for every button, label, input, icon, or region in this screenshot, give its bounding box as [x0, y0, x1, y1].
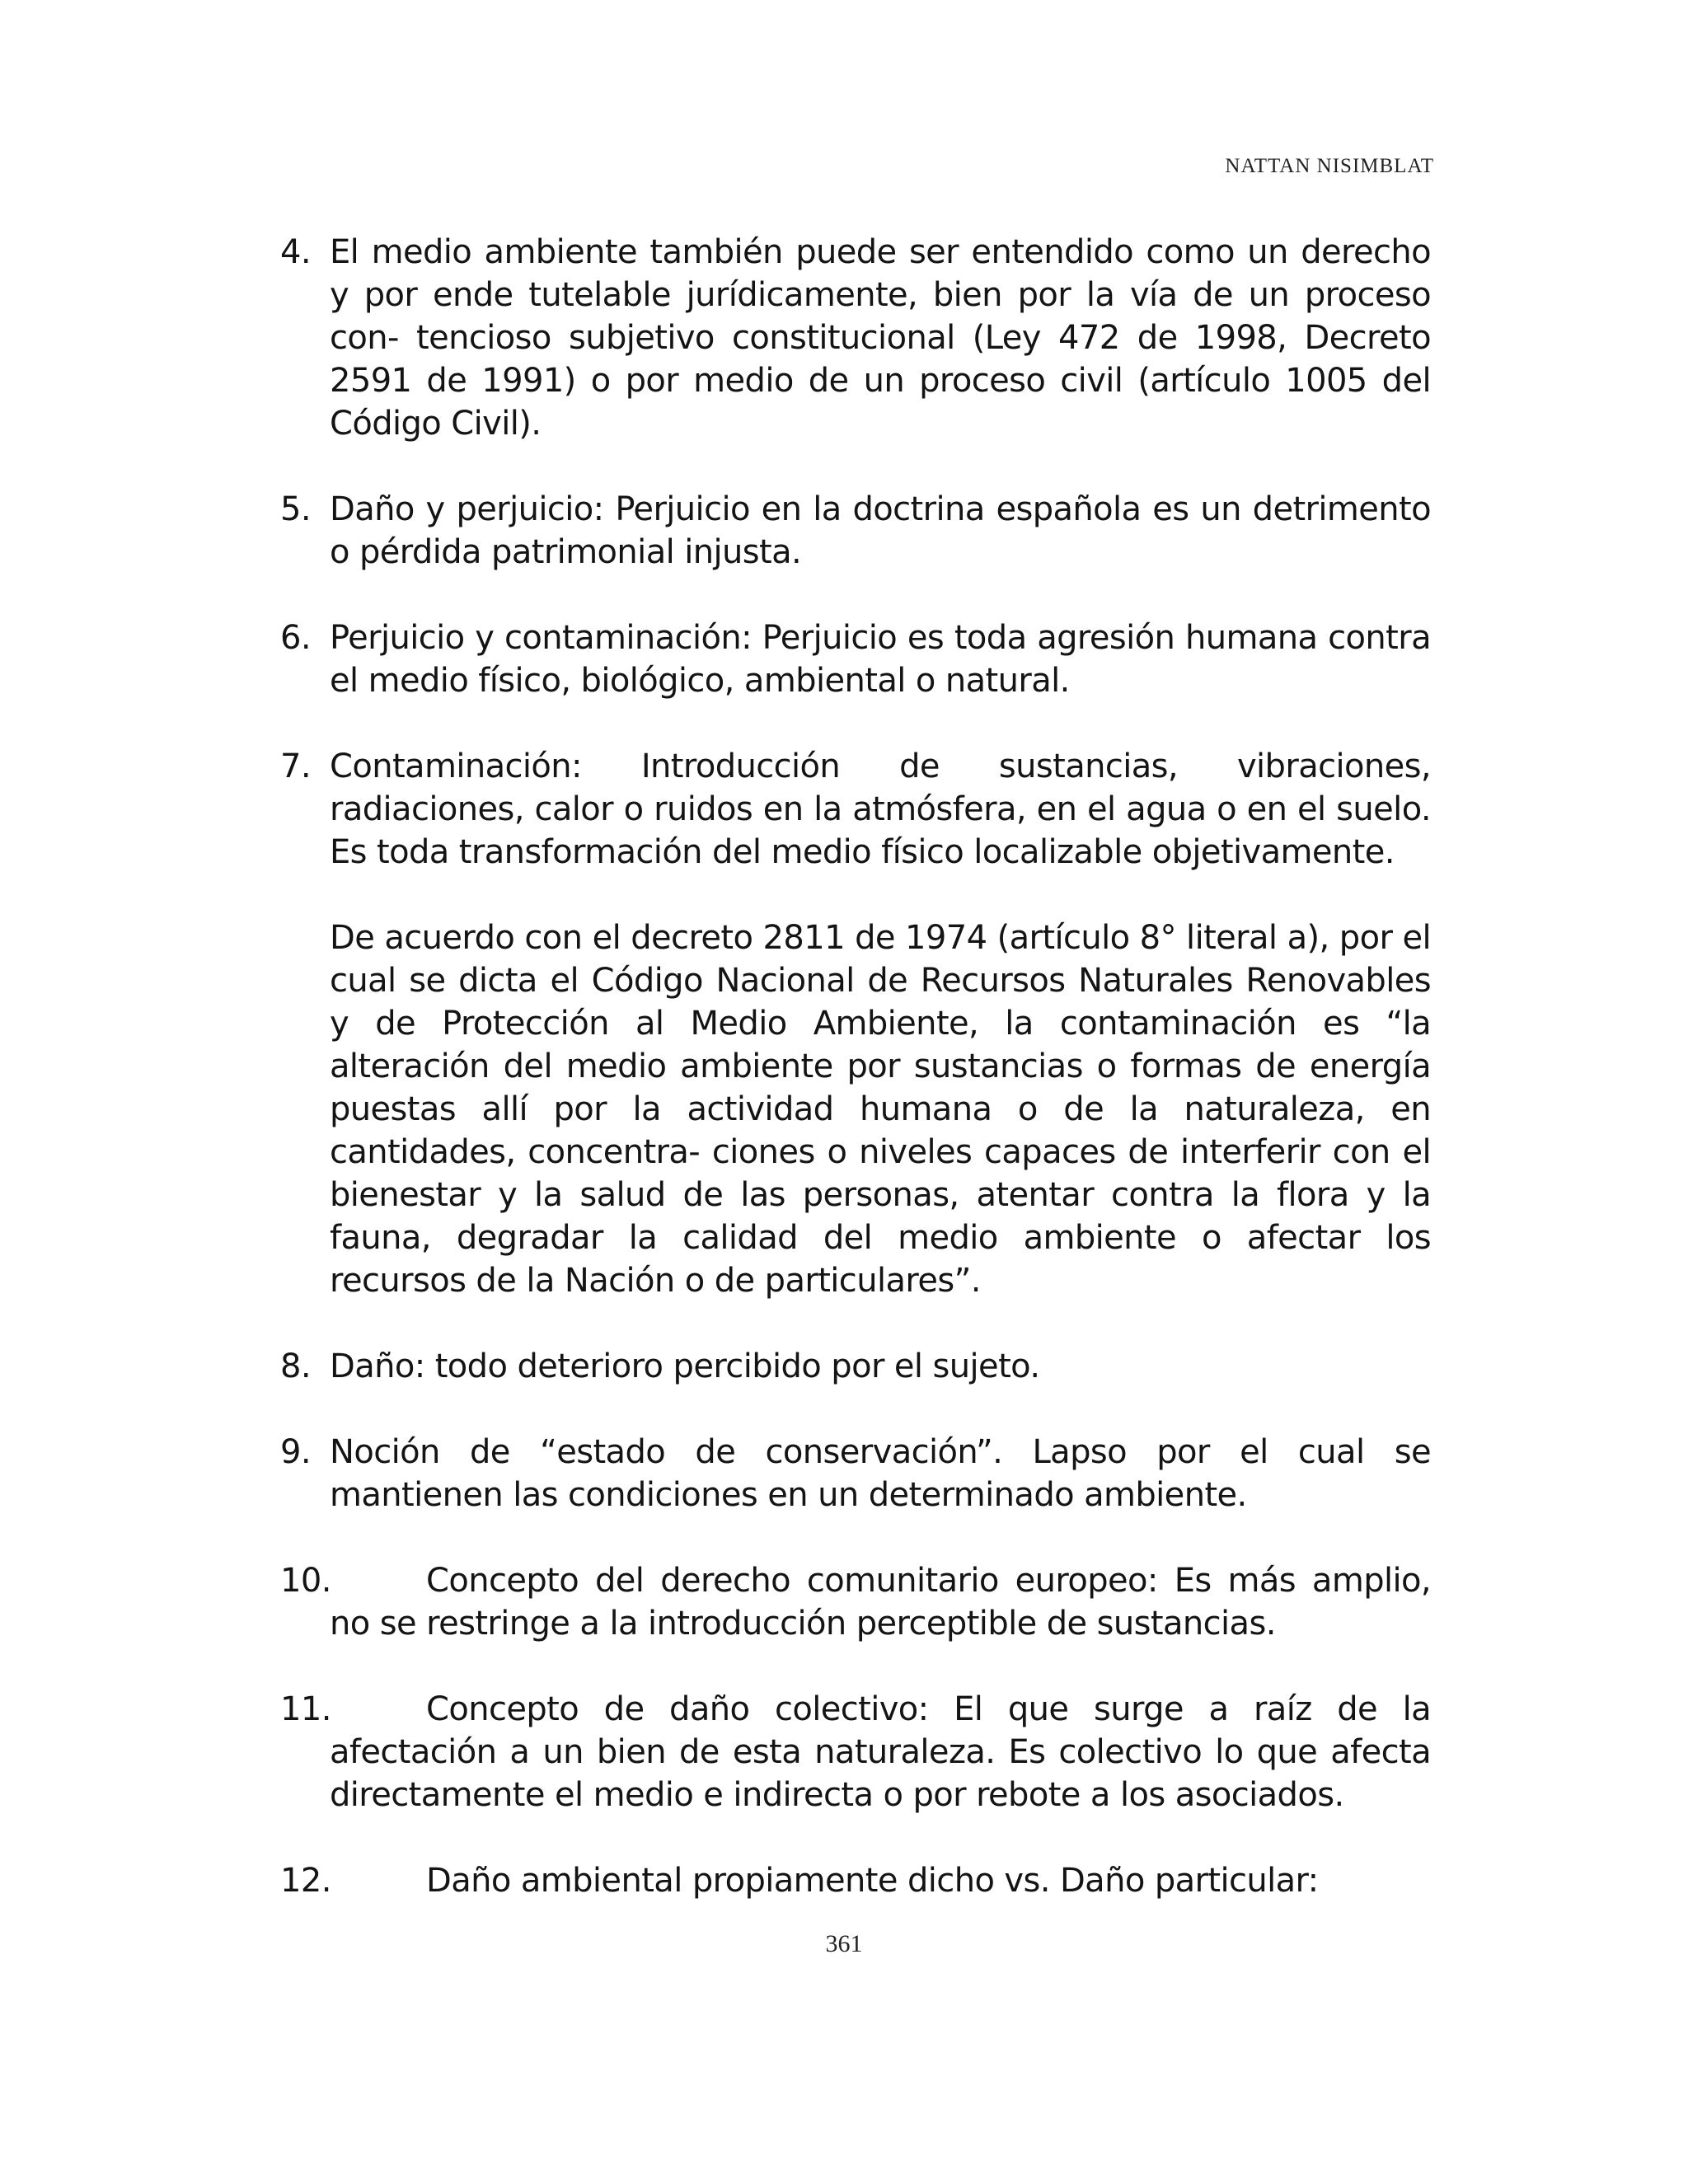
- list-item-9: [280, 1431, 1431, 1516]
- list-item-12: [280, 1859, 1431, 1902]
- item-number: 11.: [280, 1690, 331, 1728]
- item-text: Perjuicio y contaminación: Perjuicio es toda agresión humana contra el medio físico, biológico, ambiental o natural.: [330, 619, 1431, 700]
- list-item-6: [280, 616, 1431, 702]
- item-number: 4.: [280, 233, 311, 271]
- item-text: Noción de “estado de conservación”. Lapso por el cual se mantienen las condiciones en un determinado ambiente.: [330, 1433, 1431, 1514]
- item-text: Daño y perjuicio: Perjuicio en la doctrina española es un detrimento o pérdida patrimonial injusta.: [330, 490, 1431, 571]
- running-head: NATTAN NISIMBLAT: [1225, 155, 1434, 177]
- list-item-10: [280, 1559, 1431, 1645]
- item-text: El medio ambiente también puede ser entendido como un derecho y por ende tutelable jurídicamente, bien por la vía de un proceso con- tencioso subjetivo constitucional (Ley 472 de 1998, Decreto 2591 de 1991) o por medio de un proceso civil (artículo 1005 del Código Civil).: [330, 233, 1431, 443]
- item-text: Contaminación: Introducción de sustancias, vibraciones, radiaciones, calor o ruidos en la atmósfera, en el agua o en el suelo. Es toda transformación del medio físico localizable objetivamente.: [330, 748, 1431, 871]
- item-number: 8.: [280, 1347, 311, 1385]
- item-number: 12.: [280, 1862, 331, 1900]
- item-number: 7.: [280, 748, 311, 785]
- item-text: Daño ambiental propiamente dicho vs. Daño particular:: [426, 1862, 1319, 1900]
- item-text: Daño: todo deterioro percibido por el sujeto.: [330, 1347, 1040, 1385]
- list-item-4: [280, 231, 1431, 445]
- list-item-11: [280, 1688, 1431, 1816]
- item-text: Concepto del derecho comunitario europeo: Es más amplio, no se restringe a la introducción perceptible de sustancias.: [330, 1562, 1431, 1643]
- list-item-8: [280, 1345, 1431, 1388]
- list-item-5: [280, 488, 1431, 574]
- item-text: Concepto de daño colectivo: El que surge a raíz de la afectación a un bien de esta naturaleza. Es colectivo lo que afecta directamente el medio e indirecta o por rebote a los asociados.: [330, 1690, 1431, 1814]
- item-number: 5.: [280, 490, 311, 528]
- item-number: 6.: [280, 619, 311, 657]
- page-number: 361: [825, 1930, 863, 1957]
- page-body: [280, 231, 1431, 1945]
- decree-quote-paragraph: De acuerdo con el decreto 2811 de 1974 (artículo 8° literal a), por el cual se dicta el Código Nacional de Recursos Naturales Renovables y de Protección al Medio Ambiente, la contaminación es “la alteración del medio ambiente por sustancias o formas de energía puestas allí por la actividad humana o de la naturaleza, en cantidades, concentra- ciones o niveles capaces de interferir con el bienestar y la salud de las personas, atentar contra la flora y la fauna, degradar la calidad del medio ambiente o afectar los recursos de la Nación o de particulares”.: [330, 919, 1431, 1300]
- item-number: 9.: [280, 1433, 311, 1471]
- item-number: 10.: [280, 1562, 331, 1600]
- list-item-7: [280, 745, 1431, 874]
